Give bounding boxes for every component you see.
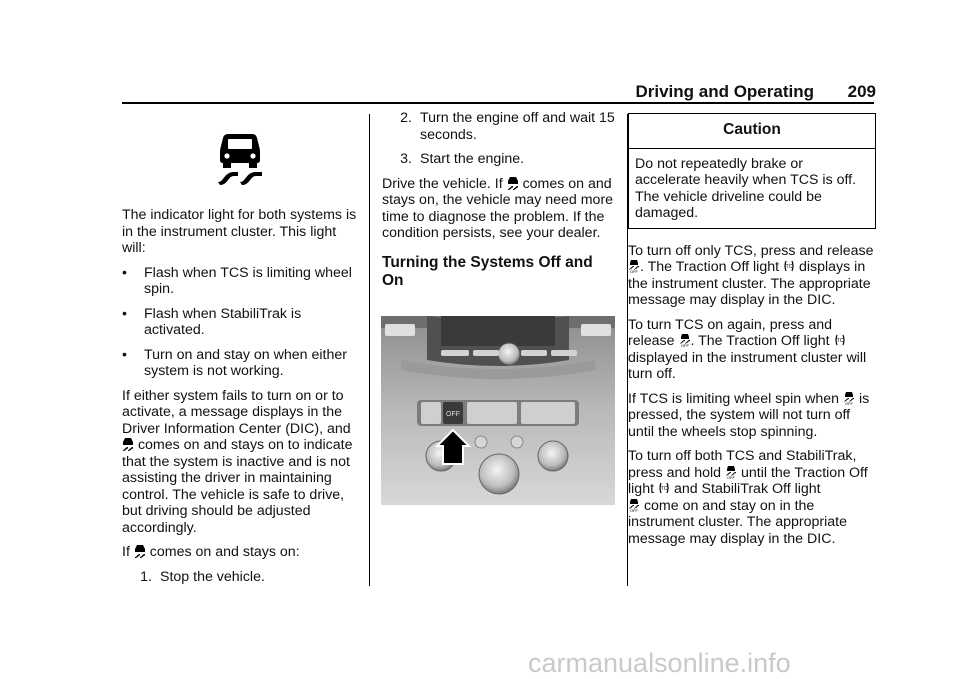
header-rule — [122, 102, 874, 104]
tcs-off-button-icon — [725, 465, 737, 479]
svg-text:OFF: OFF — [630, 269, 638, 273]
column-3 — [628, 113, 876, 555]
traction-off-light-icon — [658, 481, 670, 495]
watermark: carmanualsonline.info — [528, 648, 791, 678]
step-item: 2. Turn the engine off and wait 15 seconds. — [400, 110, 615, 143]
svg-text:OFF: OFF — [680, 343, 689, 347]
failure-paragraph: If either system fails to turn on or to activate, a message displays in the Driver Information Center (DIC), and comes on and stays on to indicate that the system is inactive and is not assisting the driver in maintaining control. The vehicle is safe to drive, but driving should be adjusted accordingly. — [122, 387, 353, 536]
turn-off-both-paragraph: To turn off both TCS and StabiliTrak, press and hold OFF until the Traction Off light TC and StabiliTrak Off light OFF come on and stay on in the instrument cluster. The appropriate message may display in the DIC. — [628, 448, 868, 547]
bullet-item: • Flash when StabiliTrak is activated. — [122, 305, 302, 338]
console-photo — [381, 316, 615, 505]
caution-box — [628, 113, 876, 229]
svg-text:TC: TC — [785, 264, 793, 270]
svg-text:OFF: OFF — [630, 507, 638, 512]
stabilitrak-off-light-icon — [628, 498, 640, 512]
tcs-off-button-icon — [843, 391, 855, 405]
traction-off-light-icon — [783, 259, 795, 273]
caution-body: Do not repeatedly brake or accelerate heavily when TCS is off. The vehicle driveline could be damaged. — [635, 155, 857, 221]
section-title: Driving and Operating — [635, 82, 814, 101]
stabilitrak-icon — [122, 437, 134, 451]
tcs-off-button-icon — [628, 259, 640, 273]
turn-off-tcs-paragraph: To turn off only TCS, press and release OFF . The Traction Off light TC displays in the instrument cluster. The appropriate message may display in the DIC. — [628, 242, 874, 308]
page-number: 209 — [847, 82, 876, 101]
svg-text:TC: TC — [660, 486, 668, 492]
stabilitrak-icon — [134, 544, 146, 558]
column-1 — [122, 207, 358, 593]
stays-on-paragraph: If comes on and stays on: — [122, 544, 300, 560]
traction-off-light-icon — [834, 333, 846, 347]
intro-paragraph: The indicator light for both systems is in the instrument cluster. This light will: — [122, 207, 357, 256]
svg-text:TC: TC — [836, 338, 843, 344]
console-button-label: OFF — [446, 411, 460, 418]
column-2 — [382, 110, 616, 304]
svg-text:OFF: OFF — [727, 474, 736, 479]
svg-text:OFF: OFF — [845, 400, 854, 405]
stabilitrak-indicator-icon — [216, 130, 264, 186]
caution-title: Caution — [629, 114, 875, 149]
bullet-item: • Flash when TCS is limiting wheel spin. — [122, 264, 352, 297]
step-item: 1. Stop the vehicle. — [140, 568, 265, 585]
column-divider-left — [369, 114, 370, 586]
wheel-spin-paragraph: If TCS is limiting wheel spin when OFF is pressed, the system will not turn off until the wheels stop spinning. — [628, 390, 870, 440]
drive-paragraph: Drive the vehicle. If comes on and stays on, the vehicle may need more time to diagnose the problem. If the condition persists, see your dealer. — [382, 175, 614, 241]
step-item: 3. Start the engine. — [400, 151, 525, 167]
bullet-item: • Turn on and stay on when either system is not working. — [122, 346, 347, 379]
section-heading: Turning the Systems Off and On — [382, 253, 593, 289]
turn-on-tcs-paragraph: To turn TCS on again, press and release OFF . The Traction Off light TC displayed in the instrument cluster will turn off. — [628, 316, 867, 382]
stabilitrak-icon — [507, 176, 519, 190]
tcs-off-button-icon — [679, 333, 691, 347]
